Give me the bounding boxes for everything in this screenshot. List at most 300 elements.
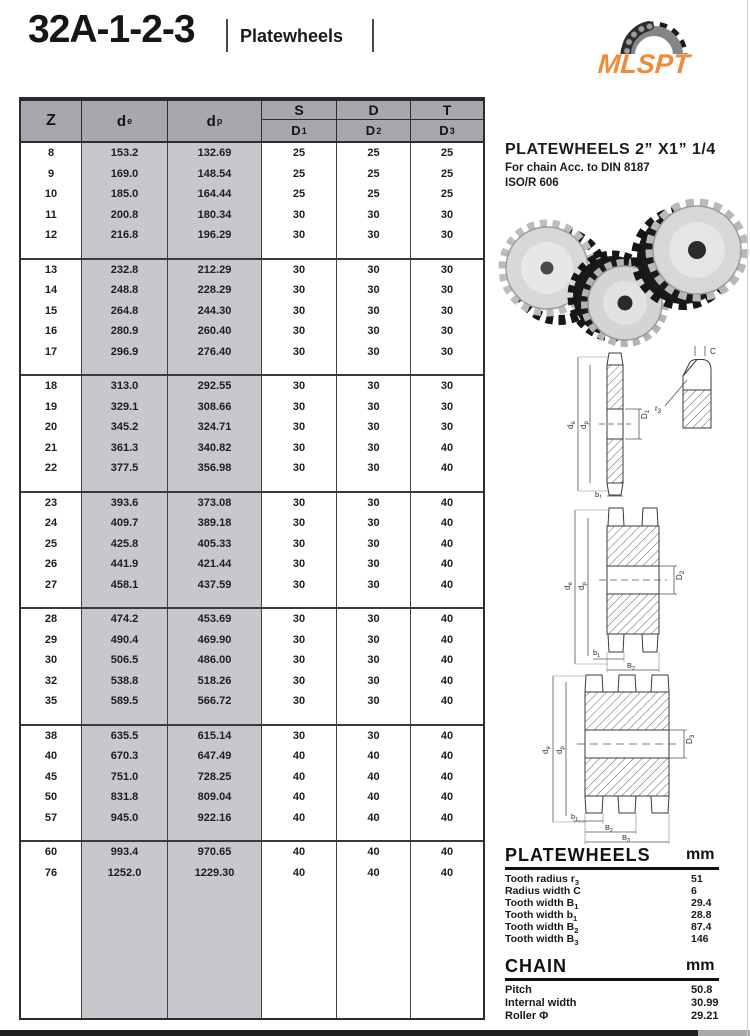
table-cell: 35 [21, 691, 82, 712]
table-cell: 831.8 [82, 787, 168, 808]
svg-text:B2: $B_2$ [627, 661, 636, 672]
table-cell: 40 [21, 746, 82, 767]
divider-bar [226, 19, 228, 52]
spec-row [505, 933, 719, 948]
table-cell [337, 246, 411, 258]
table-cell: 10 [21, 184, 82, 205]
spec-row [505, 909, 719, 924]
table-group [21, 607, 483, 712]
table-row [21, 493, 483, 514]
table-cell: 421.44 [168, 554, 262, 575]
table-cell [262, 479, 337, 491]
spec-value: 30.99 [691, 997, 719, 1009]
table-cell [337, 479, 411, 491]
table-cell [411, 712, 483, 724]
svg-text:D1: $D_1$ [640, 409, 651, 419]
table-cell: 40 [440, 729, 454, 742]
table-cell: 308.66 [168, 397, 262, 418]
table-cell: 40 [440, 517, 454, 529]
table-cell: 212.29 [168, 260, 262, 281]
table-cell [82, 712, 168, 724]
table-cell: 458.1 [82, 575, 168, 596]
table-cell: 389.18 [168, 513, 262, 534]
svg-text:de: $d_e$ [541, 746, 552, 754]
page-subtitle: Platewheels [240, 26, 344, 46]
table-cell: 248.8 [82, 280, 168, 301]
spec-value: 29.21 [691, 1010, 719, 1022]
table-cell: 30 [440, 263, 454, 276]
svg-text:B2: $B_2$ [605, 823, 614, 834]
table-cell: 30 [337, 438, 411, 459]
table-filler [21, 883, 483, 1018]
table-cell: 132.69 [168, 143, 262, 164]
table-cell: 228.29 [168, 280, 262, 301]
table-cell: 40 [440, 695, 454, 707]
spec-row [505, 984, 719, 997]
table-group [21, 724, 483, 829]
table-cell: 30 [262, 225, 337, 246]
table-cell: 76 [21, 863, 82, 884]
table-cell: 490.4 [82, 630, 168, 651]
table-cell: 30 [337, 225, 411, 246]
table-cell: 45 [21, 767, 82, 788]
table-cell [21, 712, 82, 724]
spec-value: 146 [691, 933, 709, 945]
table-cell: 25 [262, 164, 337, 185]
table-cell: 32 [21, 671, 82, 692]
table-cell: 25 [337, 143, 411, 164]
table-cell: 30 [337, 650, 411, 671]
table-row [21, 164, 483, 185]
table-cell: 25 [262, 143, 337, 164]
table-cell: 185.0 [82, 184, 168, 205]
sprocket-photo-right [636, 203, 744, 305]
table-row [21, 787, 483, 808]
table-cell: 30 [337, 376, 411, 397]
table-row [21, 630, 483, 651]
table-cell: 40 [440, 496, 454, 509]
table-cell: 30 [337, 575, 411, 596]
table-cell [168, 479, 262, 491]
table-cell: 30 [337, 513, 411, 534]
table-row [21, 863, 483, 884]
table-cell [262, 712, 337, 724]
table-row [21, 691, 483, 712]
table-cell: 260.40 [168, 321, 262, 342]
page-title: 32A-1-2-3 [28, 8, 195, 51]
spec-lists [505, 845, 719, 1023]
table-cell [21, 595, 82, 607]
table-cell [411, 479, 483, 491]
table-cell: 30 [262, 321, 337, 342]
table-cell: 25 [337, 184, 411, 205]
table-cell: 30 [262, 534, 337, 555]
table-cell: 970.65 [168, 842, 262, 863]
table-cell: 566.72 [168, 691, 262, 712]
table-cell: 30 [337, 534, 411, 555]
table-cell: 30 [262, 280, 337, 301]
table-cell: 486.00 [168, 650, 262, 671]
table-cell: 25 [337, 164, 411, 185]
table-cell: 30 [262, 438, 337, 459]
table-cell: 40 [440, 558, 454, 570]
table-cell: 30 [262, 458, 337, 479]
spec-label: Internal width [505, 997, 577, 1009]
table-row [21, 458, 483, 479]
table-cell [411, 246, 483, 258]
dimension-table [19, 97, 485, 1020]
table-cell [82, 246, 168, 258]
group-spacer [21, 828, 483, 840]
group-spacer [21, 712, 483, 724]
table-cell: 30 [337, 726, 411, 747]
table-cell [168, 362, 262, 374]
table-cell: 751.0 [82, 767, 168, 788]
table-cell: 30 [262, 575, 337, 596]
table-cell: 30 [337, 630, 411, 651]
table-row [21, 260, 483, 281]
spec-label: Tooth width $B_3$ [505, 933, 579, 948]
table-cell [168, 246, 262, 258]
table-cell: 25 [21, 534, 82, 555]
table-row [21, 554, 483, 575]
group-spacer [21, 246, 483, 258]
table-cell: 40 [440, 654, 454, 666]
table-cell: 635.5 [82, 726, 168, 747]
table-cell: 30 [337, 417, 411, 438]
table-cell [337, 362, 411, 374]
table-row [21, 671, 483, 692]
svg-text:dp: $d_p$ [555, 746, 566, 754]
spec-row [505, 897, 719, 912]
table-cell [337, 828, 411, 840]
table-cell: 232.8 [82, 260, 168, 281]
column-header-d3: D 3 [439, 123, 455, 138]
table-row [21, 726, 483, 747]
table-cell: 1229.30 [168, 863, 262, 884]
page-right-edge [747, 0, 748, 1036]
column-header-t: T [411, 101, 483, 120]
table-cell [168, 595, 262, 607]
table-cell: 30 [262, 513, 337, 534]
table-cell: 30 [337, 609, 411, 630]
chain-spec-rows [505, 984, 719, 1023]
spec-row [505, 1010, 719, 1023]
table-cell: 30 [337, 205, 411, 226]
group-spacer [21, 595, 483, 607]
svg-text:r3: $r_3$ [655, 404, 662, 415]
divider-bar [372, 19, 374, 52]
table-cell: 40 [440, 674, 454, 687]
platewheels-spec-title: PLATEWHEELS mm [505, 845, 719, 870]
table-cell [411, 595, 483, 607]
spec-row [505, 873, 719, 888]
table-cell: 40 [262, 863, 337, 884]
table-row [21, 205, 483, 226]
svg-text:D2: $D_2$ [675, 570, 686, 580]
table-row [21, 143, 483, 164]
column-header-d2: D 2 [337, 120, 411, 141]
table-cell: 169.0 [82, 164, 168, 185]
svg-text:de: $d_e$ [566, 421, 577, 429]
spec-value: 28.8 [691, 909, 712, 921]
spec-value: 87.4 [691, 921, 712, 933]
table-cell [337, 883, 411, 1018]
simplex-section-drawing [545, 346, 745, 498]
table-cell: 30 [337, 671, 411, 692]
table-cell: 30 [337, 321, 411, 342]
table-cell: 40 [440, 791, 454, 803]
platewheels-unit: mm [686, 846, 715, 863]
table-cell: 30 [440, 421, 454, 433]
table-cell: 13 [21, 260, 82, 281]
table-group [21, 491, 483, 596]
table-cell: 30 [337, 260, 411, 281]
table-row [21, 746, 483, 767]
table-cell: 14 [21, 280, 82, 301]
table-cell [21, 828, 82, 840]
table-cell: 30 [262, 691, 337, 712]
table-cell: 18 [21, 376, 82, 397]
table-cell: 30 [337, 342, 411, 363]
table-cell: 30 [440, 304, 454, 317]
table-cell: 148.54 [168, 164, 262, 185]
table-cell: 196.29 [168, 225, 262, 246]
table-cell: 670.3 [82, 746, 168, 767]
table-cell [21, 479, 82, 491]
table-cell [82, 595, 168, 607]
table-cell [168, 883, 262, 1018]
spec-value: 6 [691, 885, 697, 897]
table-cell: 200.8 [82, 205, 168, 226]
table-cell [411, 828, 483, 840]
table-cell [262, 883, 337, 1018]
table-cell: 30 [337, 397, 411, 418]
product-standard-line: For chain Acc. to DIN 8187 [505, 162, 650, 174]
table-cell [262, 828, 337, 840]
table-row [21, 808, 483, 829]
column-header-de: d e [82, 101, 168, 141]
table-cell: 30 [337, 493, 411, 514]
table-cell [411, 883, 483, 1018]
spec-value: 50.8 [691, 984, 713, 996]
svg-text:dpe: $d_e$ [563, 582, 574, 590]
table-cell: 25 [262, 184, 337, 205]
table-cell: 180.34 [168, 205, 262, 226]
table-cell: 437.59 [168, 575, 262, 596]
table-cell: 518.26 [168, 671, 262, 692]
table-cell: 30 [337, 691, 411, 712]
table-row [21, 438, 483, 459]
table-cell: 30 [440, 325, 454, 337]
table-cell: 25 [440, 147, 454, 159]
group-spacer [21, 362, 483, 374]
table-cell: 30 [262, 342, 337, 363]
chain-spec-title: CHAIN mm [505, 956, 719, 981]
svg-text:B3: $B_3$ [622, 833, 631, 844]
spec-row [505, 997, 719, 1010]
table-cell [21, 362, 82, 374]
table-cell: 373.08 [168, 493, 262, 514]
table-cell: 30 [262, 726, 337, 747]
column-header-d1: D 1 [262, 120, 337, 141]
table-group [21, 258, 483, 363]
table-cell: 23 [21, 493, 82, 514]
spec-row [505, 921, 719, 936]
table-cell: 809.04 [168, 787, 262, 808]
table-cell: 361.3 [82, 438, 168, 459]
column-header-d: D [337, 101, 411, 120]
table-row [21, 609, 483, 630]
spec-label: Tooth width $B_2$ [505, 921, 579, 936]
table-row [21, 184, 483, 205]
table-cell: 441.9 [82, 554, 168, 575]
table-cell: 50 [21, 787, 82, 808]
spec-row [505, 885, 719, 897]
table-cell: 40 [262, 842, 337, 863]
spec-label: Tooth width $b_1$ [505, 909, 578, 924]
table-cell: 11 [21, 205, 82, 226]
table-cell: 21 [21, 438, 82, 459]
table-cell [337, 595, 411, 607]
sprocket-photos [497, 176, 750, 358]
product-heading: PLATEWHEELS 2” X1” 1/4 [505, 141, 716, 158]
table-cell: 264.8 [82, 301, 168, 322]
table-cell: 30 [337, 301, 411, 322]
table-cell [262, 595, 337, 607]
table-cell: 30 [262, 417, 337, 438]
table-cell: 153.2 [82, 143, 168, 164]
table-row [21, 225, 483, 246]
table-row [21, 280, 483, 301]
table-cell: 30 [440, 229, 454, 241]
group-spacer [21, 479, 483, 491]
table-cell: 40 [337, 746, 411, 767]
table-cell: 24 [21, 513, 82, 534]
table-cell: 164.44 [168, 184, 262, 205]
table-row [21, 767, 483, 788]
table-cell: 28 [21, 609, 82, 630]
table-cell: 40 [440, 866, 454, 879]
svg-text:dp: $d_p$ [577, 582, 588, 590]
table-cell: 25 [440, 167, 454, 180]
table-cell: 15 [21, 301, 82, 322]
table-cell: 244.30 [168, 301, 262, 322]
table-row [21, 342, 483, 363]
table-cell: 40 [440, 750, 454, 762]
table-cell: 1252.0 [82, 863, 168, 884]
svg-text:C: C [710, 347, 716, 356]
table-cell [82, 828, 168, 840]
table-cell: 40 [337, 863, 411, 884]
table-cell: 728.25 [168, 767, 262, 788]
table-cell: 393.6 [82, 493, 168, 514]
table-cell: 40 [337, 842, 411, 863]
table-cell: 453.69 [168, 609, 262, 630]
table-row [21, 575, 483, 596]
table-cell: 313.0 [82, 376, 168, 397]
table-cell: 40 [440, 578, 454, 591]
table-cell: 922.16 [168, 808, 262, 829]
svg-text:b1: $b_1$ [595, 490, 603, 498]
duplex-section-drawing [545, 502, 745, 674]
table-cell: 30 [262, 397, 337, 418]
table-cell: 40 [337, 787, 411, 808]
table-cell: 30 [440, 284, 454, 296]
table-row [21, 650, 483, 671]
spec-label: Tooth width $B_1$ [505, 897, 579, 912]
table-cell: 615.14 [168, 726, 262, 747]
page-bottom-edge-light [698, 1030, 750, 1036]
svg-text:b1: $b_1$ [571, 812, 579, 823]
table-cell: 30 [337, 554, 411, 575]
chain-spec [505, 956, 719, 1023]
spec-label: Tooth radius $r_3$ [505, 873, 579, 888]
product-iso-line: ISO/R 606 [505, 177, 559, 189]
spec-label: Radius width C [505, 885, 581, 897]
table-cell: 40 [262, 787, 337, 808]
table-cell: 945.0 [82, 808, 168, 829]
column-header-s: S [262, 101, 337, 120]
spec-value: 29.4 [691, 897, 712, 909]
table-cell: 30 [262, 630, 337, 651]
table-cell: 30 [262, 671, 337, 692]
table-cell: 506.5 [82, 650, 168, 671]
table-cell: 40 [440, 537, 454, 550]
table-cell: 40 [337, 808, 411, 829]
table-cell [262, 246, 337, 258]
table-cell [262, 362, 337, 374]
table-cell: 19 [21, 397, 82, 418]
table-cell: 216.8 [82, 225, 168, 246]
spec-label: Pitch [505, 984, 532, 996]
svg-text:D3: $D_3$ [685, 734, 696, 744]
table-row [21, 842, 483, 863]
table-cell: 27 [21, 575, 82, 596]
table-body [21, 143, 483, 1018]
table-cell: 40 [262, 767, 337, 788]
table-cell: 30 [262, 301, 337, 322]
table-cell: 60 [21, 842, 82, 863]
table-cell: 40 [440, 846, 454, 858]
table-row [21, 321, 483, 342]
table-cell: 377.5 [82, 458, 168, 479]
table-cell [82, 883, 168, 1018]
table-cell: 324.71 [168, 417, 262, 438]
table-cell: 30 [21, 650, 82, 671]
table-group [21, 374, 483, 479]
table-cell: 30 [440, 208, 454, 221]
table-row [21, 301, 483, 322]
table-cell: 30 [337, 280, 411, 301]
spec-value: 51 [691, 873, 703, 885]
table-cell: 25 [440, 188, 454, 200]
table-cell: 40 [440, 462, 454, 474]
triplex-section-drawing [535, 670, 750, 846]
table-cell [168, 828, 262, 840]
table-cell: 57 [21, 808, 82, 829]
table-cell [21, 883, 82, 1018]
table-cell: 12 [21, 225, 82, 246]
table-cell: 30 [262, 609, 337, 630]
column-header-dp: d p [168, 101, 262, 141]
table-cell: 40 [337, 767, 411, 788]
table-cell: 30 [262, 493, 337, 514]
table-cell: 589.5 [82, 691, 168, 712]
table-cell: 409.7 [82, 513, 168, 534]
table-group [21, 143, 483, 246]
table-cell [21, 246, 82, 258]
